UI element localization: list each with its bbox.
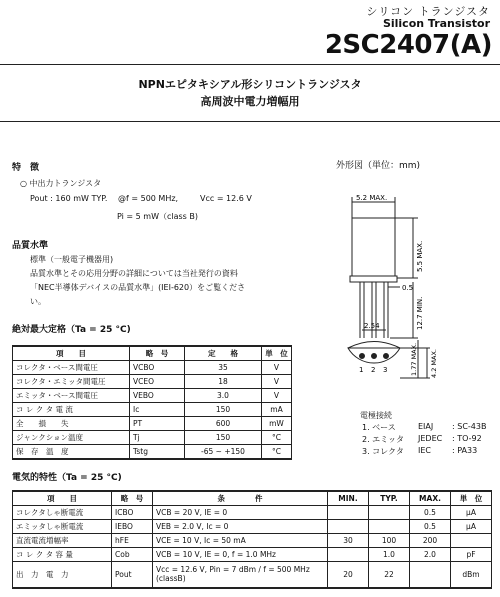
elec-h-item: 項 目 — [13, 491, 112, 506]
elec-min — [328, 548, 369, 562]
pin-3: 3 — [383, 366, 388, 374]
abs-val: 150 — [185, 403, 262, 417]
elec-typ: 100 — [369, 534, 410, 548]
conn-code-3: : PA33 — [452, 446, 478, 455]
elec-typ: 1.0 — [369, 548, 410, 562]
abs-val: 35 — [185, 361, 262, 375]
quality-line3: 「NEC半導体デバイスの品質水準」(IEI-620）をご覧くださ — [30, 283, 246, 292]
abs-item: コレクタ・ベース間電圧 — [13, 361, 130, 375]
elec-unit: dBm — [451, 562, 492, 588]
elec-cond: VCE = 10 V, Ic = 50 mA — [153, 534, 328, 548]
elec-max — [410, 562, 451, 588]
type-jp: シリコン トランジスタ — [366, 5, 490, 18]
outline-heading: 外形図（単位：mm) — [336, 161, 421, 171]
elec-sym: hFE — [112, 534, 153, 548]
abs-item: エミッタ・ベース間電圧 — [13, 389, 130, 403]
conn-std-2: JEDEC — [418, 434, 443, 443]
conn-code-2: : TO-92 — [452, 434, 482, 443]
abs-unit: °C — [262, 431, 292, 445]
elec-max: 0.5 — [410, 520, 451, 534]
features-pi: Pi = 5 mW（class B) — [117, 212, 199, 221]
elec-min — [328, 506, 369, 520]
elec-unit: μA — [451, 520, 492, 534]
elec-item: 出 力 電 力 — [13, 562, 112, 588]
device-title: NPNエピタキシアル形シリコントランジスタ — [138, 78, 362, 91]
elec-item: コ レ ク タ 容 量 — [13, 548, 112, 562]
elec-min — [328, 520, 369, 534]
header-rule — [0, 64, 500, 65]
title-rule — [0, 121, 500, 122]
abs-sym: VCEO — [130, 375, 185, 389]
table-row — [13, 534, 492, 548]
pin-1: 1 — [359, 366, 364, 374]
conn-pin-2: 2. エミッタ — [362, 435, 405, 444]
table-row — [13, 548, 492, 562]
abs-unit: V — [262, 375, 292, 389]
abs-unit: mW — [262, 417, 292, 431]
table-row — [13, 375, 292, 389]
abs-sym: Tstg — [130, 445, 185, 460]
quality-line1: 標準（一般電子機器用) — [30, 255, 114, 264]
features-bullet: ○ 中出力トランジスタ — [20, 179, 102, 188]
elec-max: 200 — [410, 534, 451, 548]
conn-pin-3: 3. コレクタ — [362, 447, 404, 456]
table-row — [13, 417, 292, 431]
abs-val: 3.0 — [185, 389, 262, 403]
table-row — [13, 431, 292, 445]
table-row — [13, 520, 492, 534]
dim-42: 4.2 MAX. — [430, 349, 438, 378]
elec-cond: VCB = 10 V, IE = 0, f = 1.0 MHz — [153, 548, 328, 562]
abs-item: 全 損 失 — [13, 417, 130, 431]
table-row — [13, 506, 492, 520]
abs-item: ジャンクション温度 — [13, 431, 130, 445]
elec-h-unit: 単 位 — [451, 491, 492, 506]
elec-table — [12, 490, 492, 589]
pin-2: 2 — [371, 366, 376, 374]
elec-item: コレクタしゃ断電流 — [13, 506, 112, 520]
elec-h-sym: 略 号 — [112, 491, 153, 506]
connection-heading: 電極接続 — [360, 411, 392, 420]
elec-sym: IEBO — [112, 520, 153, 534]
dim-width: 5.2 MAX. — [356, 194, 388, 202]
conn-std-1: EIAJ — [418, 422, 434, 431]
table-row — [13, 403, 292, 417]
elec-h-max: MAX. — [410, 491, 451, 506]
table-row — [13, 445, 292, 460]
abs-h-item: 項 目 — [13, 346, 130, 361]
elec-min: 30 — [328, 534, 369, 548]
abs-val: 600 — [185, 417, 262, 431]
elec-item: 直流電流増幅率 — [13, 534, 112, 548]
elec-unit: μA — [451, 506, 492, 520]
table-row — [13, 562, 492, 588]
elec-typ — [369, 520, 410, 534]
elec-unit — [451, 534, 492, 548]
dim-pitch: 0.5 — [402, 284, 414, 292]
conn-code-1: : SC-43B — [452, 422, 487, 431]
elec-sym: Cob — [112, 548, 153, 562]
abs-val: 18 — [185, 375, 262, 389]
outline-drawing — [300, 180, 495, 405]
elec-h-min: MIN. — [328, 491, 369, 506]
quality-line4: い。 — [30, 297, 46, 306]
abs-h-rating: 定 格 — [185, 346, 262, 361]
elec-min: 20 — [328, 562, 369, 588]
elec-item: エミッタしゃ断電流 — [13, 520, 112, 534]
elec-typ: 22 — [369, 562, 410, 588]
dim-spacing: 2.54 — [364, 322, 380, 330]
features-heading: 特 徴 — [12, 163, 40, 173]
quality-heading: 品質水準 — [12, 241, 49, 251]
elec-unit: pF — [451, 548, 492, 562]
abs-sym: VCBO — [130, 361, 185, 375]
part-number: 2SC2407(A) — [324, 30, 492, 60]
abs-unit: V — [262, 389, 292, 403]
elec-max: 0.5 — [410, 506, 451, 520]
dim-height: 5.5 MAX. — [416, 240, 424, 272]
elec-cond: Vcc = 12.6 V, Pin = 7 dBm / f = 500 MHz (classB) — [153, 562, 328, 588]
table-row — [13, 361, 292, 375]
abs-val: 150 — [185, 431, 262, 445]
abs-max-heading: 絶対最大定格（Ta = 25 °C) — [12, 325, 131, 335]
abs-item: コレクタ・エミッタ間電圧 — [13, 375, 130, 389]
abs-unit: mA — [262, 403, 292, 417]
elec-heading: 電気的特性（Ta = 25 °C) — [12, 473, 122, 483]
elec-h-typ: TYP. — [369, 491, 410, 506]
abs-unit: V — [262, 361, 292, 375]
conn-pin-1: 1. ベース — [362, 423, 396, 432]
device-subtitle: 高周波中電力増幅用 — [200, 95, 300, 108]
elec-h-cond: 条 件 — [153, 491, 328, 506]
abs-sym: Tj — [130, 431, 185, 445]
elec-cond: VCB = 20 V, IE = 0 — [153, 506, 328, 520]
abs-val: -65 ~ +150 — [185, 445, 262, 460]
abs-item: 保 存 温 度 — [13, 445, 130, 460]
elec-typ — [369, 506, 410, 520]
abs-sym: Ic — [130, 403, 185, 417]
elec-max: 2.0 — [410, 548, 451, 562]
quality-line2: 品質水準とその応用分野の詳細については当社発行の資料 — [30, 269, 238, 278]
table-row — [13, 389, 292, 403]
abs-sym: VEBO — [130, 389, 185, 403]
abs-item: コ レ ク タ 電 流 — [13, 403, 130, 417]
elec-sym: Pout — [112, 562, 153, 588]
features-cond: @f = 500 MHz, — [118, 194, 179, 203]
conn-std-3: IEC — [418, 446, 431, 455]
elec-sym: ICBO — [112, 506, 153, 520]
abs-h-sym: 略 号 — [130, 346, 185, 361]
dim-177: 1.77 MAX. — [410, 342, 418, 376]
abs-max-table — [12, 345, 292, 460]
elec-cond: VEB = 2.0 V, Ic = 0 — [153, 520, 328, 534]
type-en: Silicon Transistor — [382, 17, 490, 30]
abs-unit: °C — [262, 445, 292, 460]
features-pout: Pout : 160 mW TYP. — [30, 194, 108, 203]
dim-lead: 12.7 MIN. — [416, 296, 424, 330]
features-vcc: Vcc = 12.6 V — [200, 194, 252, 203]
abs-h-unit: 単 位 — [262, 346, 292, 361]
abs-sym: PT — [130, 417, 185, 431]
